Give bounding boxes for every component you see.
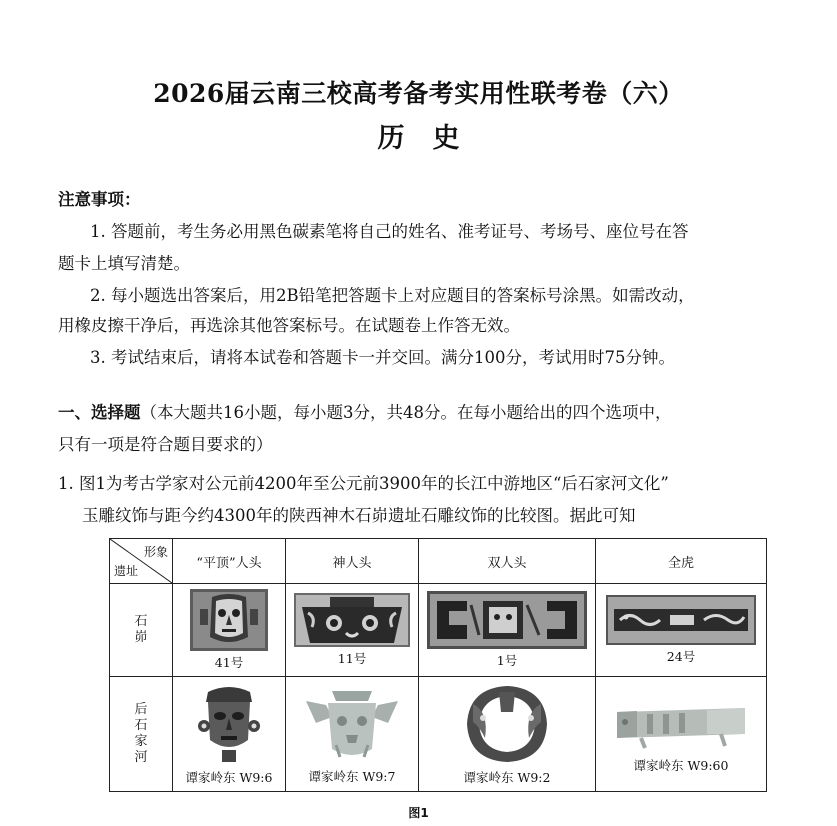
image-caption: 1号 [496,653,518,668]
jade-flat-top-head-image [194,682,264,766]
stone-carving-flat-top-head-image [190,589,268,651]
question-1-line-1: 1. 图1为考古学家对公元前4200年至公元前3900年的长江中游地区“后石家河文化” [58,474,669,493]
table-row [110,584,767,677]
figure-header-row [110,539,767,584]
section-1-desc: （本大题共16小题，每小题3分，共48分。在每小题给出的四个选项中， [140,403,672,422]
image-caption: 11号 [337,651,367,666]
subject-title: 历史 [377,123,488,154]
notice-heading: 注意事项： [58,190,141,209]
jade-deity-head-image [302,683,402,765]
table-cell [173,677,286,792]
notice-item-1-cont: 题卡上填写清楚。 [58,254,190,273]
jade-tiger-image [611,694,751,754]
table-cell [419,584,596,677]
table-cell [173,584,286,677]
column-header: 全虎 [596,539,767,584]
question-1-line-2: 玉雕纹饰与距今约4300年的陕西神木石峁遗址石雕纹饰的比较图。据此可知 [82,506,636,525]
image-caption: 41号 [214,655,244,670]
section-1-heading: 一、选择题 [58,403,141,422]
stone-carving-double-head-image [427,591,587,649]
notice-item-2: 2. 每小题选出答案后，用2B铅笔把答题卡上对应题目的答案标号涂黑。如需改动， [90,286,695,305]
column-header: 神人头 [286,539,419,584]
table-cell [286,677,419,792]
table-cell [596,584,767,677]
corner-top-label: 形象 [143,545,168,559]
section-1-line-1 [58,405,672,422]
notice-item-2-cont: 用橡皮擦干净后，再选涂其他答案标号。在试题卷上作答无效。 [58,316,520,335]
figure-1-table [109,538,767,792]
image-caption: 24号 [666,649,696,664]
image-caption: 谭家岭东 W9:60 [633,758,729,773]
stone-carving-tiger-image [606,595,756,645]
image-caption: 谭家岭东 W9:7 [308,769,396,784]
table-cell [596,677,767,792]
row-label: 后石家河 [110,677,173,792]
column-header: “平顶”人头 [173,539,286,584]
jade-double-head-image [459,682,555,766]
section-1-desc-cont: 只有一项是符合题目要求的） [58,435,273,454]
notice-item-1: 1. 答题前，考生务必用黑色碳素笔将自己的姓名、准考证号、考场号、座位号在答 [90,222,689,241]
corner-cell [110,539,173,584]
figure-label: 图1 [408,806,429,820]
exam-title: 2026届云南三校高考备考实用性联考卷（六） [153,79,684,108]
table-row [110,677,767,792]
row-label: 石峁 [110,584,173,677]
image-caption: 谭家岭东 W9:2 [463,770,551,785]
table-cell [286,584,419,677]
corner-bottom-label: 遗址 [114,564,139,578]
notice-item-3: 3. 考试结束后，请将本试卷和答题卡一并交回。满分100分，考试用时75分钟。 [90,348,675,367]
table-cell [419,677,596,792]
column-header: 双人头 [419,539,596,584]
image-caption: 谭家岭东 W9:6 [185,770,273,785]
stone-carving-deity-head-image [294,593,410,647]
